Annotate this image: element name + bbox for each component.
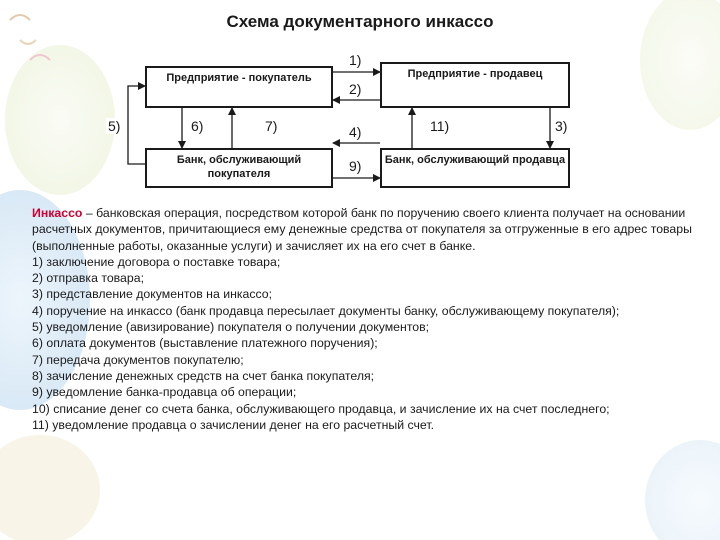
seller-bank-box-label: Банк, обслуживающий продавца <box>384 154 566 166</box>
step-item-4: 4) поручение на инкассо (банк продавца пересылает документы банку, обслуживающему покупателя); <box>32 303 620 318</box>
seller-bank-box <box>380 148 570 188</box>
buyer-box-label: Предприятие - покупатель <box>166 72 312 84</box>
description-text <box>32 205 692 433</box>
arrow-label-6: 6) <box>191 118 204 134</box>
definition-term: Инкассо <box>32 206 83 220</box>
arrow-label-4: 4) <box>349 124 362 140</box>
buyer-bank-box <box>145 148 333 188</box>
buyer-box <box>145 66 333 108</box>
arrow-label-11: 11) <box>430 118 450 134</box>
step-item-5: 5) уведомление (авизирование) покупателя о получении документов; <box>32 320 430 335</box>
arrow-label-3: 3) <box>555 118 568 134</box>
seller-box-label: Предприятие - продавец <box>407 68 543 80</box>
slide-title: Схема документарного инкассо <box>226 12 494 31</box>
step-item-2: 2) отправка товара; <box>32 271 144 286</box>
arrow-label-5: 5) <box>108 118 121 134</box>
definition-text: – банковская операция, посредством которой банк по поручению своего клиента получает на основании расчетных документов, причитающиеся ему денежные средства от покупателя за отгруженные в его адрес товары (выполненные работы, оказанные услуги) и зачисляет их на его счет в банке. <box>32 206 692 253</box>
step-item-7: 7) передача документов покупателю; <box>32 352 244 367</box>
arrow-label-2: 2) <box>349 81 362 97</box>
definition-paragraph <box>32 205 692 254</box>
arrow-label-7: 7) <box>265 118 278 134</box>
arrow-label-9: 9) <box>349 158 362 174</box>
step-item-8: 8) зачисление денежных средств на счет банка покупателя; <box>32 368 375 383</box>
step-item-11: 11) уведомление продавца о зачислении денег на его расчетный счет. <box>32 417 435 432</box>
step-item-3: 3) представление документов на инкассо; <box>32 287 273 302</box>
buyer-bank-box-label: Банк, обслуживающий покупателя <box>176 154 302 180</box>
seller-box <box>380 62 570 108</box>
step-item-9: 9) уведомление банка-продавца об операции; <box>32 385 297 400</box>
step-item-1: 1) заключение договора о поставке товара; <box>32 254 281 269</box>
step-item-6: 6) оплата документов (выставление платежного поручения); <box>32 336 378 351</box>
arrow-label-1: 1) <box>349 52 362 68</box>
step-item-10: 10) списание денег со счета банка, обслуживающего продавца, и зачисление их на счет последнего; <box>32 401 610 416</box>
